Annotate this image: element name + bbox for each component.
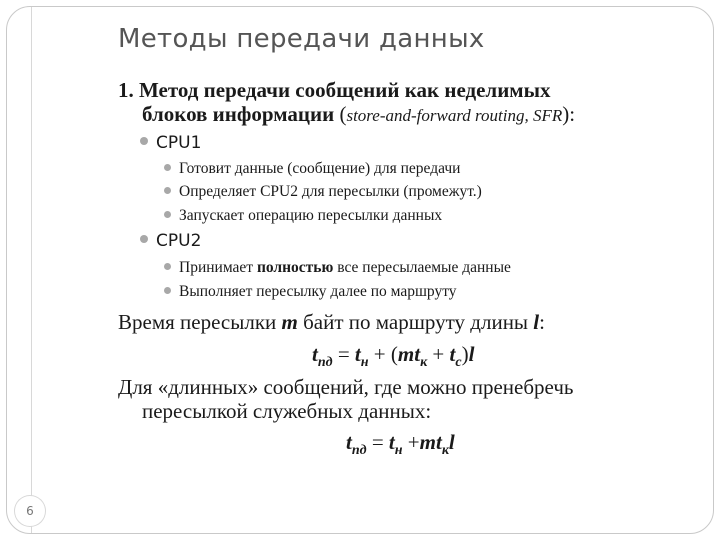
cpu1-item xyxy=(140,133,201,153)
formula-sub: пд xyxy=(317,355,333,371)
cpu2-subitem-text: Выполняет пересылку далее по маршруту xyxy=(179,283,457,300)
time-line-post: : xyxy=(539,310,545,334)
time-line-mid: байт по маршруту длины xyxy=(297,310,534,334)
cpu2-item xyxy=(140,231,201,251)
cpu1-subitem xyxy=(164,207,442,225)
cpu2-subitem-pre: Принимает xyxy=(179,259,257,276)
bullet-icon xyxy=(164,287,171,294)
slide-margin-line xyxy=(31,7,32,533)
formula-eq: = xyxy=(332,342,355,366)
bullet-icon xyxy=(164,263,171,270)
formula-sub: к xyxy=(420,355,428,371)
method-number: 1. xyxy=(118,78,134,102)
formula-sub: н xyxy=(394,443,403,459)
long-messages-text xyxy=(118,375,574,423)
cpu1-subitem xyxy=(164,183,482,201)
cpu2-subitem xyxy=(164,283,457,301)
long-messages-line1: Для «длинных» сообщений, где можно пренебречь xyxy=(118,375,574,399)
formula-l: l xyxy=(448,430,455,454)
bullet-icon xyxy=(140,137,148,145)
formula-t: t xyxy=(354,342,361,366)
formula-mt: mt xyxy=(397,342,421,366)
method-heading xyxy=(118,78,688,128)
cpu1-subitem-text: Запускает операцию пересылки данных xyxy=(179,207,443,224)
long-messages-line2: пересылкой служебных данных: xyxy=(142,399,432,423)
formula-sfr xyxy=(312,342,474,371)
close-paren: ): xyxy=(562,102,576,126)
bullet-icon xyxy=(164,164,171,171)
formula-sub: с xyxy=(455,355,462,371)
formula-paren: ( xyxy=(390,342,398,366)
time-line xyxy=(118,310,545,334)
method-heading-line1: Метод передачи сообщений как неделимых xyxy=(139,78,551,102)
cpu1-subitem xyxy=(164,160,460,178)
formula-l: l xyxy=(468,342,475,366)
var-l: l xyxy=(533,310,540,334)
slide-title: Методы передачи данных xyxy=(118,24,485,54)
formula-sub: пд xyxy=(351,443,367,459)
time-line-pre: Время пересылки xyxy=(118,310,282,334)
cpu2-label: CPU2 xyxy=(156,231,202,251)
formula-plus: + xyxy=(368,342,391,366)
page-number: 6 xyxy=(15,496,45,526)
formula-t: t xyxy=(346,430,352,454)
formula-t: t xyxy=(388,430,395,454)
method-heading-line2: блоков информации xyxy=(142,102,335,126)
formula-sub: к xyxy=(441,443,449,459)
cpu2-subitem-post: все пересылаемые данные xyxy=(333,259,511,276)
formula-long xyxy=(346,430,455,459)
formula-mt: mt xyxy=(419,430,442,454)
formula-paren: ) xyxy=(461,342,469,366)
cpu1-label: CPU1 xyxy=(156,133,202,153)
var-m: m xyxy=(281,310,298,334)
formula-plus: + xyxy=(427,342,450,366)
cpu1-subitem-text: Готовит данные (сообщение) для передачи xyxy=(179,160,461,177)
bullet-icon xyxy=(164,187,171,194)
bullet-icon xyxy=(140,235,148,243)
formula-sub: н xyxy=(360,355,369,371)
method-english-name: store-and-forward routing, SFR xyxy=(346,106,563,125)
cpu1-subitem-text: Определяет CPU2 для пересылки (промежут.) xyxy=(179,183,482,200)
open-paren: ( xyxy=(334,102,347,126)
formula-t: t xyxy=(312,342,318,366)
formula-t: t xyxy=(449,342,456,366)
bullet-icon xyxy=(164,211,171,218)
formula-eq: = xyxy=(366,430,389,454)
cpu2-subitem-bold: полностью xyxy=(256,259,334,276)
cpu2-subitem xyxy=(164,259,511,277)
formula-plus: + xyxy=(402,430,420,454)
